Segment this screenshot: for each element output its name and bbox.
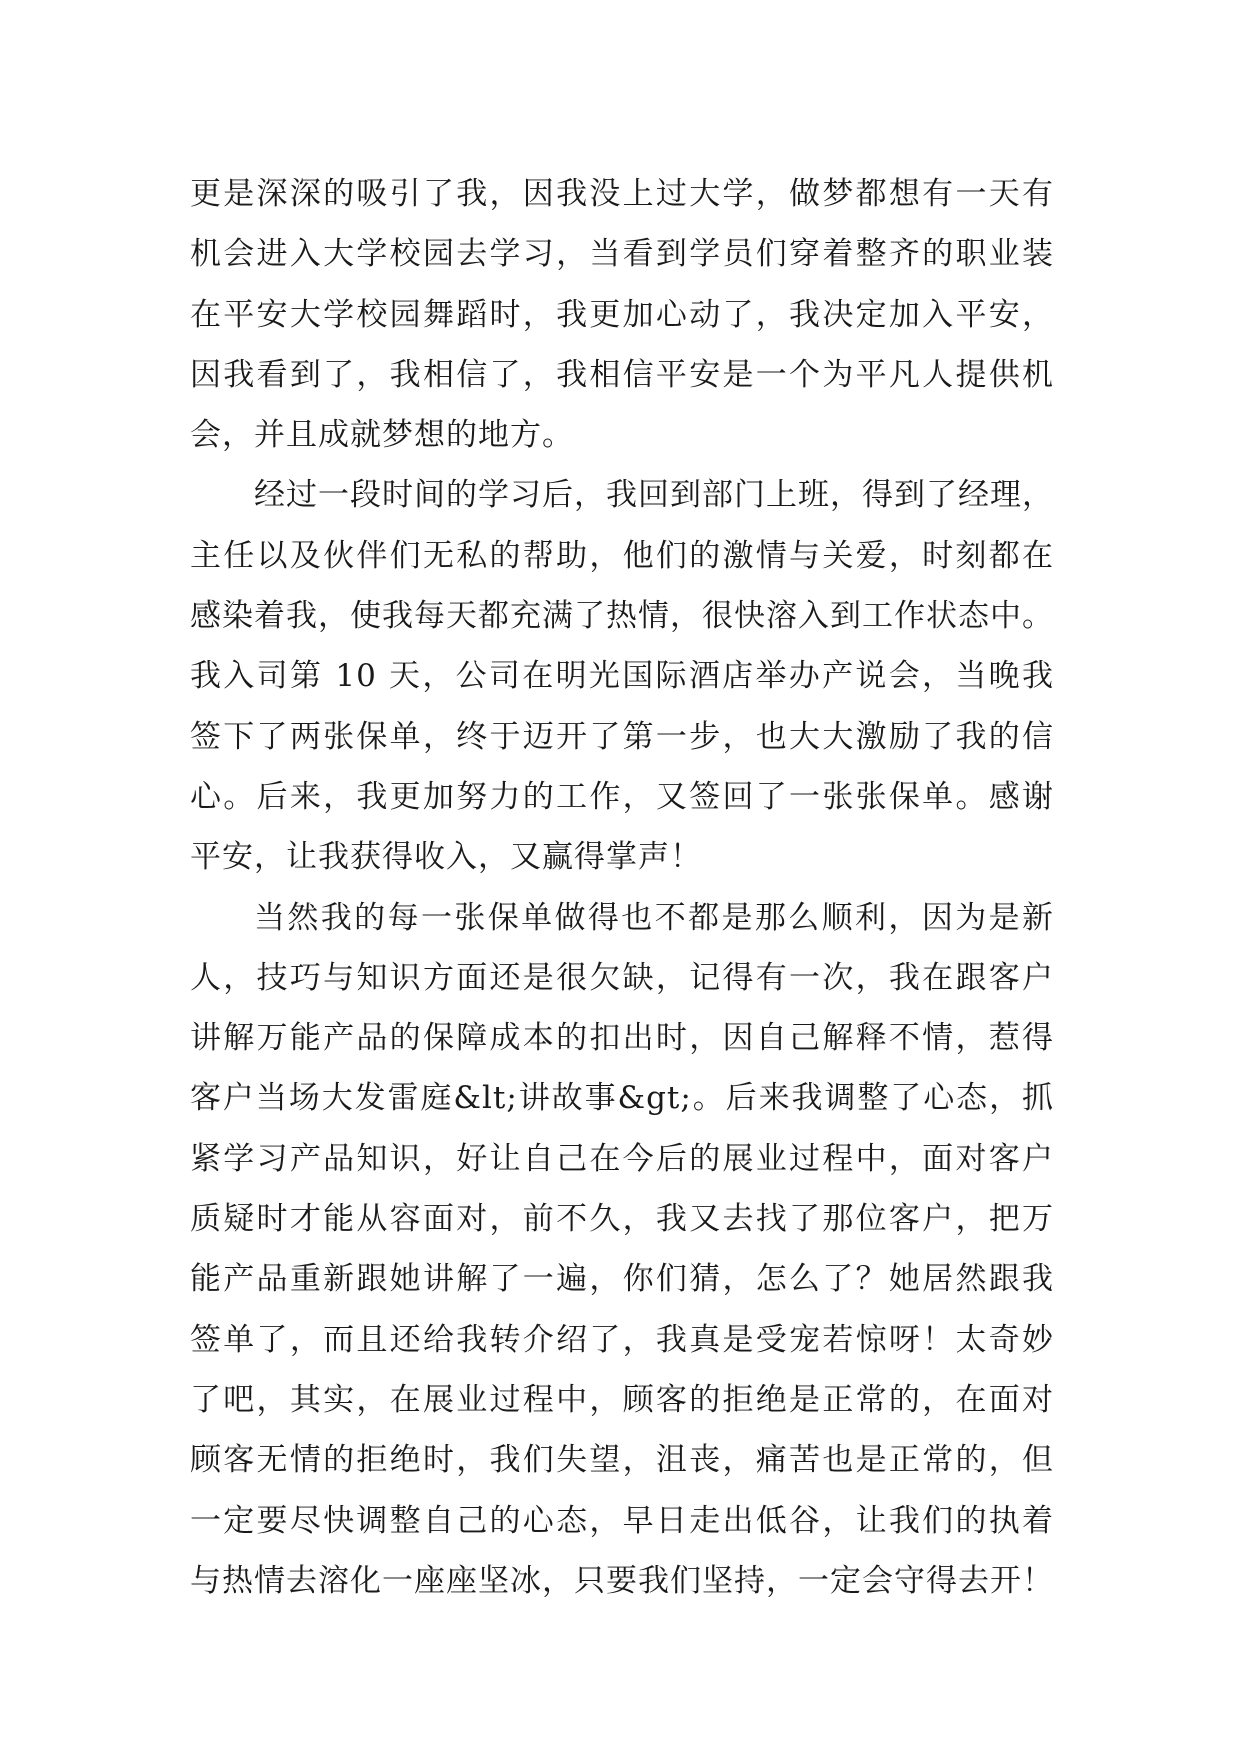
- text-line: 讲解万能产品的保障成本的扣出时，因自己解释不情，惹得: [190, 1020, 1054, 1057]
- text-line: 因我看到了，我相信了，我相信平安是一个为平凡人提供机: [190, 356, 1054, 393]
- text-line: 签单了，而且还给我转介绍了，我真是受宠若惊呀！太奇妙: [190, 1321, 1054, 1358]
- text-line: 心。后来，我更加努力的工作，又签回了一张张保单。感谢: [190, 778, 1054, 815]
- text-line: 顾客无情的拒绝时，我们失望，沮丧，痛苦也是正常的，但: [190, 1442, 1054, 1479]
- paragraph: [190, 888, 1054, 1612]
- text-line: 我入司第 10 天，公司在明光国际酒店举办产说会，当晚我: [190, 658, 1054, 695]
- text-line: 人，技巧与知识方面还是很欠缺，记得有一次，我在跟客户: [190, 959, 1054, 996]
- text-line: 平安，让我获得收入，又赢得掌声！: [190, 839, 702, 876]
- text-line: 主任以及伙伴们无私的帮助，他们的激情与关爱，时刻都在: [190, 537, 1054, 574]
- text-line: 了吧，其实，在展业过程中，顾客的拒绝是正常的，在面对: [190, 1381, 1054, 1418]
- text-line: 与热情去溶化一座座坚冰，只要我们坚持，一定会守得去开！: [190, 1562, 1054, 1599]
- text-line: 在平安大学校园舞蹈时，我更加心动了，我决定加入平安，: [190, 296, 1054, 333]
- paragraph: [190, 465, 1054, 887]
- text-line: 签下了两张保单，终于迈开了第一步，也大大激励了我的信: [190, 718, 1054, 755]
- text-line: 客户当场大发雷庭&lt;讲故事&gt;。后来我调整了心态，抓: [190, 1080, 1054, 1117]
- text-line: 一定要尽快调整自己的心态，早日走出低谷，让我们的执着: [190, 1502, 1054, 1539]
- text-line: 能产品重新跟她讲解了一遍，你们猜，怎么了？她居然跟我: [190, 1261, 1054, 1298]
- text-line: 质疑时才能从容面对，前不久，我又去找了那位客户，把万: [190, 1201, 1054, 1238]
- text-line: 感染着我，使我每天都充满了热情，很快溶入到工作状态中。: [190, 598, 1054, 635]
- paragraph: [190, 164, 1054, 465]
- text-line: 更是深深的吸引了我，因我没上过大学，做梦都想有一天有: [190, 176, 1054, 212]
- document-body: [190, 164, 1054, 1611]
- text-line: 会，并且成就梦想的地方。: [190, 417, 574, 454]
- text-line: 紧学习产品知识，好让自己在今后的展业过程中，面对客户: [190, 1140, 1054, 1177]
- text-line: 机会进入大学校园去学习，当看到学员们穿着整齐的职业装: [190, 236, 1054, 273]
- text-line: 经过一段时间的学习后，我回到部门上班，得到了经理，: [254, 477, 1054, 514]
- text-line: 当然我的每一张保单做得也不都是那么顺利，因为是新: [254, 899, 1054, 936]
